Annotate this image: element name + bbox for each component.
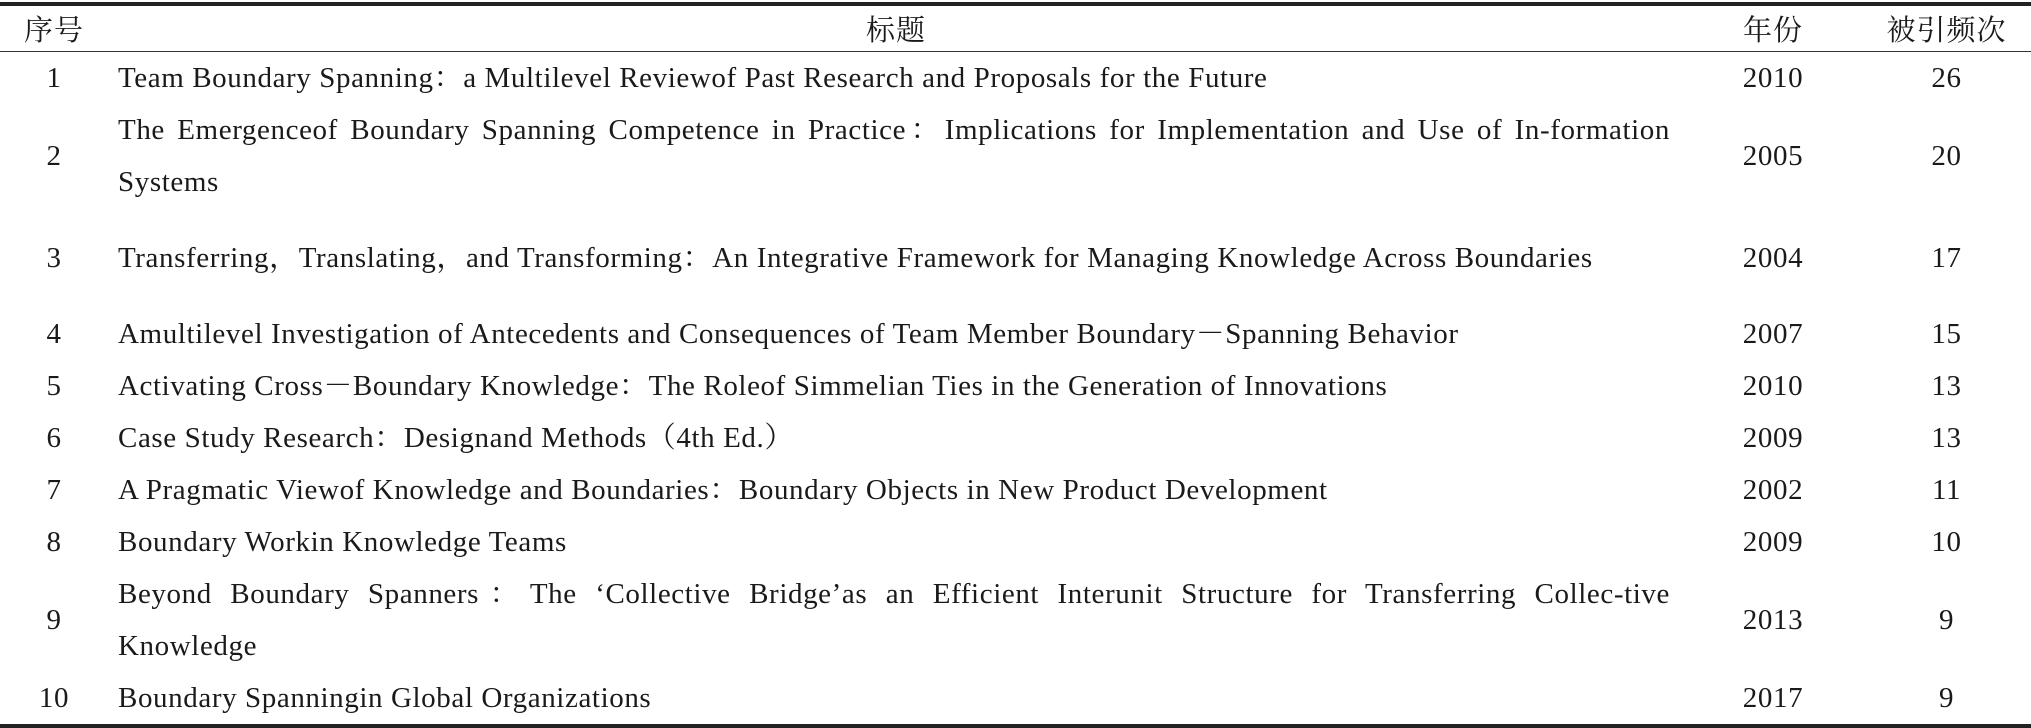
row-no: 8 (46, 525, 62, 558)
row-year: 2009 (1742, 525, 1804, 558)
row-cites: 11 (1931, 473, 1962, 506)
row-cites: 10 (1931, 525, 1962, 558)
table-row (0, 104, 2031, 208)
row-title: Amultilevel Investigation of Antecedents and Consequences of Team Member Boundary－Spanning Behavior (118, 318, 1459, 350)
row-no: 10 (38, 681, 70, 714)
table-row (0, 52, 2031, 105)
header-row (0, 4, 2031, 52)
header-cites: 被引频次 (1862, 4, 2031, 52)
row-cites: 26 (1931, 61, 1962, 94)
row-cites: 17 (1931, 241, 1962, 274)
row-year: 2010 (1742, 369, 1804, 402)
table-row (0, 412, 2031, 464)
row-no: 3 (46, 241, 62, 274)
row-year: 2004 (1742, 241, 1804, 274)
header-title: 标题 (108, 4, 1684, 52)
row-no: 5 (46, 369, 62, 402)
table-row (0, 568, 2031, 672)
row-year: 2010 (1742, 61, 1804, 94)
row-year: 2007 (1742, 317, 1804, 350)
table-row (0, 464, 2031, 516)
row-title: A Pragmatic Viewof Knowledge and Boundaries：Boundary Objects in New Product Development (118, 474, 1328, 506)
row-year: 2017 (1742, 681, 1804, 714)
header-year: 年份 (1684, 4, 1862, 52)
row-title: Case Study Research：Designand Methods（4th Ed.） (118, 422, 794, 454)
row-no: 9 (46, 603, 62, 636)
row-title: Team Boundary Spanning：a Multilevel Reviewof Past Research and Proposals for the Future (118, 62, 1268, 94)
row-year: 2009 (1742, 421, 1804, 454)
table-row (0, 516, 2031, 568)
row-title: Beyond Boundary Spanners：The ‘Collective Bridge’as an Efficient Interunit Structure for Transferring Collec-tive Knowledge (118, 578, 1670, 662)
row-no: 1 (46, 61, 62, 94)
row-title: The Emergenceof Boundary Spanning Competence in Practice：Implications for Implementation and Use of In-formation Systems (118, 114, 1670, 198)
table-body (0, 52, 2031, 727)
table-row (0, 208, 2031, 308)
table-row (0, 308, 2031, 360)
row-year: 2005 (1742, 139, 1804, 172)
row-cites: 9 (1938, 603, 1955, 636)
table-header (0, 4, 2031, 52)
row-no: 6 (46, 421, 62, 454)
header-no: 序号 (0, 4, 108, 52)
row-cites: 15 (1931, 317, 1962, 350)
table-row (0, 360, 2031, 412)
row-year: 2013 (1742, 603, 1804, 636)
citation-table-container (0, 2, 2031, 714)
row-no: 4 (46, 317, 62, 350)
row-title: Transferring，Translating，and Transforming：An Integrative Framework for Managing Knowledge Across Boundaries (118, 242, 1593, 274)
table-row (0, 672, 2031, 726)
citation-table (0, 2, 2031, 728)
row-title: Boundary Workin Knowledge Teams (118, 526, 567, 558)
row-title: Activating Cross－Boundary Knowledge：The Roleof Simmelian Ties in the Generation of Innovations (118, 370, 1388, 402)
row-cites: 20 (1931, 139, 1962, 172)
row-cites: 13 (1931, 369, 1962, 402)
row-no: 2 (46, 139, 62, 172)
row-cites: 13 (1931, 421, 1962, 454)
row-no: 7 (46, 473, 62, 506)
row-cites: 9 (1938, 681, 1955, 714)
row-year: 2002 (1742, 473, 1804, 506)
row-title: Boundary Spanningin Global Organizations (118, 682, 652, 714)
